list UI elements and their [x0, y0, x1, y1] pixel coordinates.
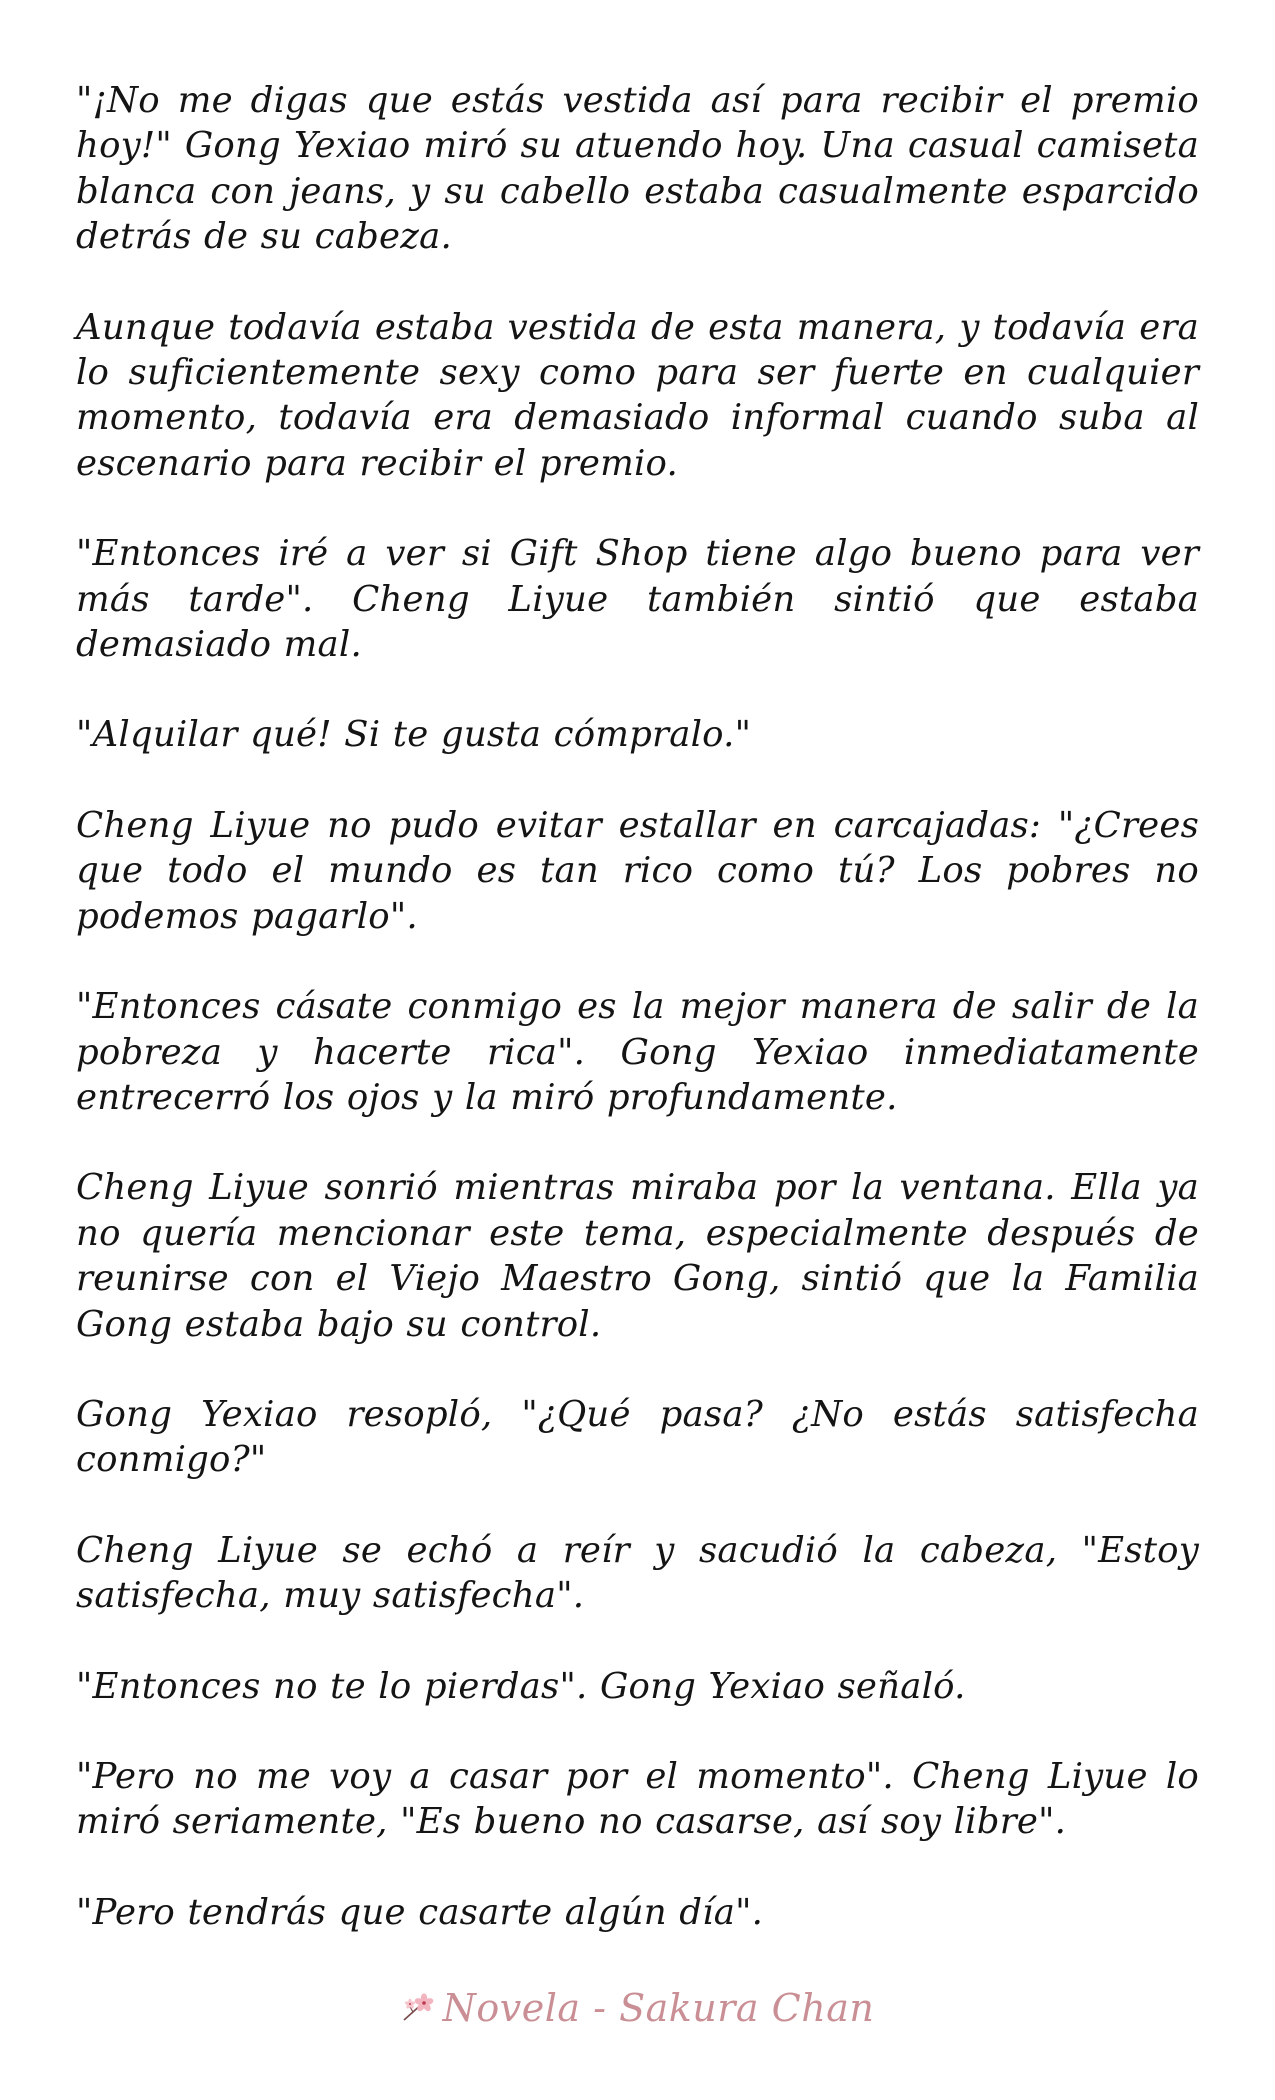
- paragraph-12: "Pero tendrás que casarte algún día".: [76, 1891, 764, 1933]
- document-body: [76, 78, 1199, 1980]
- paragraph-1: "¡No me digas que estás vestida así para recibir el premio hoy!" Gong Yexiao miró su atuendo hoy. Una casual camiseta blanca con jeans, y su cabello estaba casualmente esparcido detrás de su cabeza.: [76, 80, 1199, 258]
- sakura-blossom-icon: [401, 1993, 435, 2023]
- paragraph-8: Gong Yexiao resopló, "¿Qué pasa? ¿No estás satisfecha conmigo?": [76, 1393, 1199, 1481]
- paragraph-7: Cheng Liyue sonrió mientras miraba por la ventana. Ella ya no quería mencionar este tema, especialmente después de reunirse con el Viejo Maestro Gong, sintió que la Familia Gong estaba bajo su control.: [76, 1167, 1199, 1345]
- paragraph-4: "Alquilar qué! Si te gusta cómpralo.": [76, 714, 752, 756]
- paragraph-3: "Entonces iré a ver si Gift Shop tiene algo bueno para ver más tarde". Cheng Liyue también sintió que estaba demasiado mal.: [76, 533, 1199, 666]
- paragraph-6: "Entonces cásate conmigo es la mejor manera de salir de la pobreza y hacerte rica". Gong Yexiao inmediatamente entrecerró los ojos y la miró profundamente.: [76, 986, 1199, 1118]
- paragraph-9: Cheng Liyue se echó a reír y sacudió la cabeza, "Estoy satisfecha, muy satisfecha".: [76, 1529, 1199, 1617]
- watermark-footer: [0, 1986, 1275, 2030]
- paragraph-10: "Entonces no te lo pierdas". Gong Yexiao señaló.: [76, 1665, 966, 1707]
- paragraph-5: Cheng Liyue no pudo evitar estallar en carcajadas: "¿Crees que todo el mundo es tan rico como tú? Los pobres no podemos pagarlo".: [76, 804, 1199, 937]
- paragraph-11: "Pero no me voy a casar por el momento". Cheng Liyue lo miró seriamente, "Es bueno no casarse, así soy libre".: [76, 1755, 1199, 1843]
- paragraph-2: Aunque todavía estaba vestida de esta manera, y todavía era lo suficientemente sexy como para ser fuerte en cualquier momento, todavía era demasiado informal cuando suba al escenario para recibir el premio.: [76, 306, 1199, 484]
- watermark-text: Novela - Sakura Chan: [442, 1986, 875, 2030]
